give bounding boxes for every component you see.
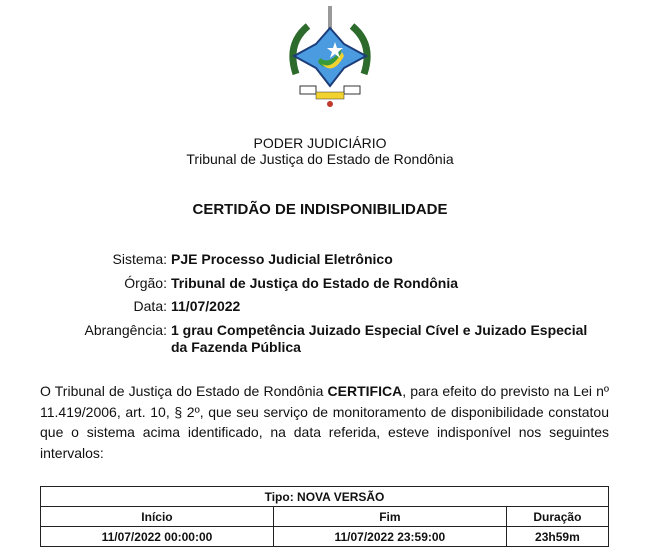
field-value: Tribunal de Justiça do Estado de Rondônia	[171, 275, 459, 291]
certification-paragraph	[40, 381, 609, 463]
paragraph-text: , para efeito do previsto na Lei nº 11.419/2006, art. 10, § 2º, que seu serviço de monitoramento de disponibilidade constatou que o sistema acima identificado, na data referida, esteve indisponível nos seguintes intervalos:	[40, 383, 609, 461]
field-label: Sistema:	[112, 251, 167, 267]
cell-inicio: 11/07/2022 00:00:00	[41, 527, 274, 547]
col-header: Duração	[506, 507, 608, 527]
header-line2: Tribunal de Justiça do Estado de Rondônia	[186, 151, 454, 167]
state-coat-of-arms-logo	[282, 4, 378, 108]
paragraph-text: O Tribunal de Justiça do Estado de Rondônia	[40, 383, 328, 399]
paragraph-bold: CERTIFICA	[327, 383, 403, 399]
cell-fim: 11/07/2022 23:59:00	[273, 527, 506, 547]
field-label: Órgão:	[124, 275, 167, 291]
unavailability-table	[40, 486, 609, 547]
field-value: 1 grau Competência Juizado Especial Cível e Juizado Especial da Fazenda Pública	[171, 322, 588, 355]
table-header-row	[41, 507, 609, 527]
header-line1: PODER JUDICIÁRIO	[253, 135, 387, 151]
field-label: Data:	[133, 298, 167, 314]
col-header: Início	[41, 507, 274, 527]
field-value: 11/07/2022	[171, 298, 241, 314]
table-type: Tipo: NOVA VERSÃO	[41, 487, 609, 507]
cell-duracao: 23h59m	[506, 527, 608, 547]
table-row	[41, 527, 609, 547]
document-title: CERTIDÃO DE INDISPONIBILIDADE	[192, 201, 448, 218]
col-header: Fim	[273, 507, 506, 527]
field-value: PJE Processo Judicial Eletrônico	[171, 251, 393, 267]
field-label: Abrangência:	[84, 322, 167, 338]
